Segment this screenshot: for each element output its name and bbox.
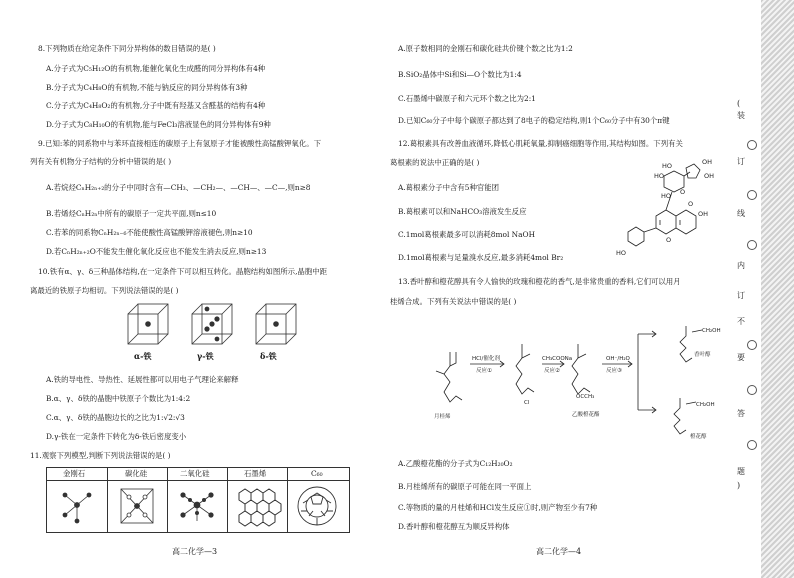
q10-option-a: A.铁的导电性、导热性、延展性都可以用电子气理论来解释 — [46, 375, 239, 384]
q11-option-b: B.SiO₂晶体中Si和Si—O个数比为1:4 — [398, 70, 522, 79]
q8-option-b: B.分子式为C₄H₈O的有机物,不能与钠反应的同分异构体有3种 — [46, 83, 248, 92]
q13-stem-line2: 桂烯合成。下列有关说法中错误的是( ) — [390, 297, 517, 306]
binding-hole — [747, 240, 757, 250]
scheme-reagent-acetate: CH₃COONa — [542, 356, 573, 362]
iron-unit-cells-figure — [122, 300, 322, 356]
q13-stem-line1: 13.香叶醇和橙花醇具有令人愉快的玫瑰和橙花的香气,是非常贵重的香料,它们可以用月 — [398, 277, 681, 286]
binding-hole — [747, 340, 757, 350]
q9-stem-line2: 列有关有机物分子结构的分析中错误的是( ) — [30, 157, 172, 166]
q12-stem-line1: 12.葛根素具有改善血液循环,降低心肌耗氧量,抑制癌细胞等作用,其结构如图。下列有关 — [398, 139, 683, 148]
scheme-step-3: 反应③ — [606, 368, 622, 374]
svg-text:O: O — [666, 236, 672, 244]
label-alpha-iron: α-铁 — [134, 351, 152, 361]
left-page — [0, 0, 390, 578]
scheme-label-neryl-acetate: 乙酸橙花酯 — [572, 412, 600, 418]
q9-stem-line1: 9.已知:苯的同系物中与苯环直接相连的碳原子上有氢原子才能被酸性高锰酸钾氧化。下 — [38, 139, 321, 148]
scheme-reagent-hcl: HCl/催化剂 — [472, 356, 500, 362]
q8-option-a: A.分子式为C₅H₁₂O的有机物,能催化氧化生成醛的同分异构体有4种 — [46, 64, 266, 73]
svg-text:O: O — [680, 188, 686, 196]
svg-text:HO: HO — [662, 162, 673, 170]
scheme-label-ch2oh-bottom: CH₂OH — [696, 402, 715, 408]
q10-stem-line2: 离最近的铁原子均相切。下列说法错误的是( ) — [30, 286, 179, 295]
myrcene-skeleton — [436, 352, 462, 402]
puerarin-oh-label: OH — [698, 210, 709, 218]
puerarin-structure — [616, 158, 716, 258]
q12-option-b: B.葛根素可以和NaHCO₃溶液发生反应 — [398, 207, 527, 216]
q12-stem-line2: 葛根素的说法中正确的是( ) — [390, 158, 480, 167]
binding-char: 订 — [737, 291, 745, 300]
q9-option-a: A.若烷烃CₙH₂ₙ₊₂的分子中同时含有—CH₃、—CH₂—、—CH—、—C—,则n≥8 — [46, 183, 311, 192]
binding-char: 题 — [737, 467, 745, 476]
scheme-label-cl: Cl — [524, 400, 530, 406]
q13-option-d: D.香叶醇和橙花醇互为顺反异构体 — [398, 522, 510, 531]
scheme-label-ch2oh-top: CH₂OH — [702, 328, 721, 334]
left-page-footer: 高二化学—3 — [172, 547, 218, 556]
q13-option-b: B.月桂烯所有的碳原子可能在同一平面上 — [398, 482, 532, 491]
diamond-model — [63, 493, 91, 523]
gamma-iron-cell — [192, 304, 232, 344]
q9-option-b: B.若烯烃CₙH₂ₙ中所有的碳原子一定共平面,则n≤10 — [46, 209, 217, 218]
scheme-label-ococh3: OCCH₃ — [576, 394, 595, 400]
silicon-carbide-model — [121, 489, 153, 523]
binding-char: 线 — [737, 209, 745, 218]
binding-char: 装 — [737, 111, 745, 120]
q12-option-c: C.1mol葛根素最多可以消耗8mol NaOH — [398, 230, 536, 239]
binding-char: ( — [737, 99, 741, 108]
binding-char: 答 — [737, 409, 745, 418]
delta-iron-cell — [256, 304, 296, 344]
right-page — [390, 0, 760, 578]
header-c60: C₆₀ — [311, 469, 323, 478]
alpha-iron-cell — [128, 304, 168, 344]
silicon-dioxide-model — [181, 493, 213, 521]
q13-option-a: A.乙酸橙花酯的分子式为C₁₂H₂₀O₂ — [398, 459, 513, 468]
right-page-footer: 高二化学—4 — [536, 547, 582, 556]
scheme-label-nerol: 橙花醇 — [690, 434, 707, 440]
q13-option-c: C.等物质的量的月桂烯和HCl发生反应①时,则产物至少有7种 — [398, 503, 598, 512]
graphene-model — [239, 489, 281, 526]
binding-hole — [747, 385, 757, 395]
c60-model — [298, 487, 336, 525]
phenol-ring — [628, 227, 644, 246]
scheme-step-1: 反应① — [476, 368, 492, 374]
binding-char: 内 — [737, 261, 745, 270]
scheme-step-2: 反应② — [544, 368, 560, 374]
q10-option-c: C.α、γ、δ铁的晶胞边长的之比为1:√2:√3 — [46, 413, 185, 422]
q11-stem: 11.观察下列模型,判断下列说法错误的是( ) — [30, 451, 171, 460]
scheme-label-myrcene: 月桂烯 — [434, 414, 451, 420]
q12-option-a: A.葛根素分子中含有5种官能团 — [398, 183, 500, 192]
binding-char: 要 — [737, 353, 745, 362]
sugar-ring-2 — [686, 164, 700, 178]
binding-hole — [747, 140, 757, 150]
header-diamond: 金刚石 — [63, 469, 86, 478]
q9-option-d: D.若CₙH₂ₙ₊₂O不能发生催化氧化反应也不能发生消去反应,则n≥13 — [46, 247, 267, 256]
q10-option-b: B.α、γ、δ铁的晶胞中铁原子个数比为1:4:2 — [46, 394, 191, 403]
q8-option-c: C.分子式为C₄H₈O₂的有机物,分子中既有羟基又含醛基的结构有4种 — [46, 101, 266, 110]
chloride-skeleton — [516, 344, 534, 394]
q10-stem-line1: 10.铁有α、γ、δ三种晶体结构,在一定条件下可以相互转化。晶胞结构如图所示,晶胞中距 — [38, 267, 327, 276]
q11-option-d: D.已知C₆₀分子中每个碳原子都达到了8电子的稳定结构,则1个C₆₀分子中有30个π键 — [398, 116, 670, 125]
q11-model-table — [46, 467, 350, 533]
header-graphene: 石墨烯 — [244, 469, 267, 478]
synthesis-scheme — [426, 314, 746, 464]
q11-structure-models — [47, 481, 349, 531]
label-delta-iron: δ-铁 — [260, 351, 277, 361]
chromone-ring — [656, 210, 696, 234]
puerarin-ho-label: HO — [616, 249, 627, 257]
svg-text:HO: HO — [661, 192, 672, 200]
q12-option-d: D.1mol葛根素与足量溴水反应,最多消耗4mol Br₂ — [398, 253, 564, 262]
nerol-skeleton — [674, 398, 696, 434]
label-gamma-iron: γ-铁 — [197, 351, 214, 361]
scan-edge-stripe — [761, 0, 794, 578]
binding-char: 订 — [737, 157, 745, 166]
header-silicon-dioxide: 二氧化硅 — [180, 469, 210, 478]
binding-char: 不 — [737, 317, 745, 326]
q10-option-d: D.γ-铁在一定条件下转化为δ-铁后密度变小 — [46, 432, 187, 441]
q8-option-d: D.分子式为C₈H₁₀O的有机物,能与FeCl₃溶液显色的同分异构体有9种 — [46, 120, 271, 129]
q11-option-c: C.石墨烯中碳原子和六元环个数之比为2:1 — [398, 94, 536, 103]
svg-text:O: O — [688, 200, 694, 208]
q9-option-c: C.若苯的同系物CₙH₂ₙ₋₆不能使酸性高锰酸钾溶液褪色,则n≥10 — [46, 228, 253, 237]
header-silicon-carbide: 碳化硅 — [125, 469, 148, 478]
q11-option-a: A.原子数相同的金刚石和碳化硅共价键个数之比为1:2 — [398, 44, 573, 53]
binding-hole — [747, 440, 757, 450]
acetate-skeleton — [572, 344, 590, 394]
svg-text:HO: HO — [654, 172, 665, 180]
scheme-label-geraniol: 香叶醇 — [694, 352, 711, 358]
binding-char: ) — [737, 481, 741, 490]
scheme-reagent-base: OH⁻/H₂O — [606, 356, 630, 362]
q8-stem: 8.下列物质在给定条件下同分异构体的数目错误的是( ) — [38, 44, 216, 53]
svg-text:OH: OH — [704, 172, 715, 180]
svg-text:OH: OH — [702, 158, 713, 166]
binding-hole — [747, 190, 757, 200]
